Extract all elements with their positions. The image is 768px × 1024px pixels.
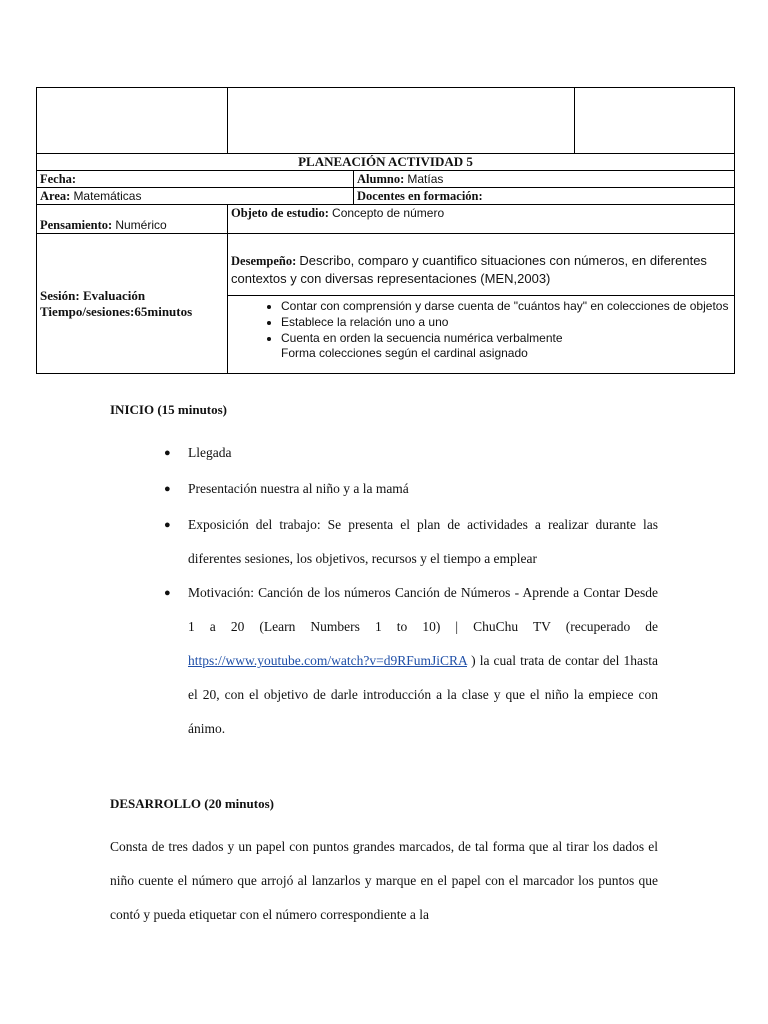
bullet-icon: ● bbox=[164, 483, 171, 495]
bullet-icon: ● bbox=[164, 519, 171, 531]
area-value: Matemáticas bbox=[73, 189, 142, 203]
docentes-cell bbox=[354, 188, 735, 205]
sesion-cell bbox=[37, 234, 228, 374]
sesion-line: Sesión: Evaluación bbox=[40, 287, 146, 303]
bullet-icon: ● bbox=[164, 447, 171, 459]
docentes-label: Docentes en formación: bbox=[357, 189, 483, 203]
youtube-link[interactable]: https://www.youtube.com/watch?v=d9RFumJiCRA bbox=[188, 653, 467, 668]
fecha-cell bbox=[37, 171, 354, 188]
planning-header-table bbox=[36, 87, 735, 374]
objective-item: • Contar con comprensión y darse cuenta de "cuántos hay" en colecciones de objetos bbox=[281, 298, 731, 314]
list-item bbox=[164, 508, 658, 574]
inicio-heading: INICIO (15 minutos) bbox=[110, 402, 228, 417]
desarrollo-paragraph: Consta de tres dados y un papel con puntos grandes marcados, de tal forma que al tirar los dados el niño cuente el número que arrojó al lanzarlos y marque en el papel con el marcador los puntos que contó y pueda etiquetar con el número correspondiente a la bbox=[110, 839, 658, 922]
list-item bbox=[164, 576, 658, 746]
logo-cell-left bbox=[37, 88, 228, 154]
desempeno-cell bbox=[228, 234, 735, 296]
fecha-label: Fecha: bbox=[40, 172, 77, 186]
objeto-label: Objeto de estudio: bbox=[231, 206, 329, 220]
inicio-item: Llegada bbox=[188, 445, 232, 460]
desempeno-value: Describo, comparo y cuantifico situaciones con números, en diferentes contextos y con diversas representaciones (MEN,2003) bbox=[231, 253, 707, 286]
objeto-cell bbox=[228, 205, 735, 234]
objective-item: • Cuenta en orden la secuencia numérica verbalmente bbox=[281, 330, 731, 346]
pensamiento-label: Pensamiento: bbox=[40, 218, 113, 232]
logo-cell-right bbox=[575, 88, 735, 154]
pensamiento-cell bbox=[37, 205, 228, 234]
logo-cell-center bbox=[228, 88, 575, 154]
tiempo-line: Tiempo/sesiones:65minutos bbox=[40, 303, 193, 319]
objective-item: • Establece la relación uno a uno bbox=[281, 314, 731, 330]
plan-title: PLANEACIÓN ACTIVIDAD 5 bbox=[37, 154, 735, 171]
objectives-cell bbox=[228, 296, 735, 374]
desarrollo-heading: DESARROLLO (20 minutos) bbox=[110, 796, 274, 811]
area-cell bbox=[37, 188, 354, 205]
list-item bbox=[164, 472, 658, 508]
desempeno-label: Desempeño: bbox=[231, 254, 297, 268]
inicio-item: Presentación nuestra al niño y a la mamá bbox=[188, 481, 409, 496]
alumno-value: Matías bbox=[407, 172, 444, 186]
objectives-list bbox=[231, 298, 731, 346]
alumno-cell bbox=[354, 171, 735, 188]
inicio-item: Exposición del trabajo: Se presenta el plan de actividades a realizar durante las diferentes sesiones, los objetivos, recursos y el tiempo a emplear bbox=[188, 517, 658, 566]
motivacion-text-end: ) la cual trata de contar del 1hasta el 20, con el objetivo de darle introducción a la clase y que el niño la empiece con ánimo. bbox=[188, 653, 658, 736]
pensamiento-value: Numérico bbox=[115, 218, 167, 232]
logo-row bbox=[37, 88, 735, 154]
inicio-list bbox=[164, 436, 658, 746]
objective-extra: Forma colecciones según el cardinal asignado bbox=[281, 346, 528, 360]
list-item bbox=[164, 436, 658, 472]
area-label: Area: bbox=[40, 189, 71, 203]
objeto-value: Concepto de número bbox=[332, 206, 445, 220]
alumno-label: Alumno: bbox=[357, 172, 405, 186]
motivacion-text: Motivación: Canción de los números Canción de Números - Aprende a Contar Desde 1 a 20 (Learn Numbers 1 to 10) | ChuChu TV (recuperado de bbox=[188, 585, 658, 634]
bullet-icon: ● bbox=[164, 587, 171, 599]
